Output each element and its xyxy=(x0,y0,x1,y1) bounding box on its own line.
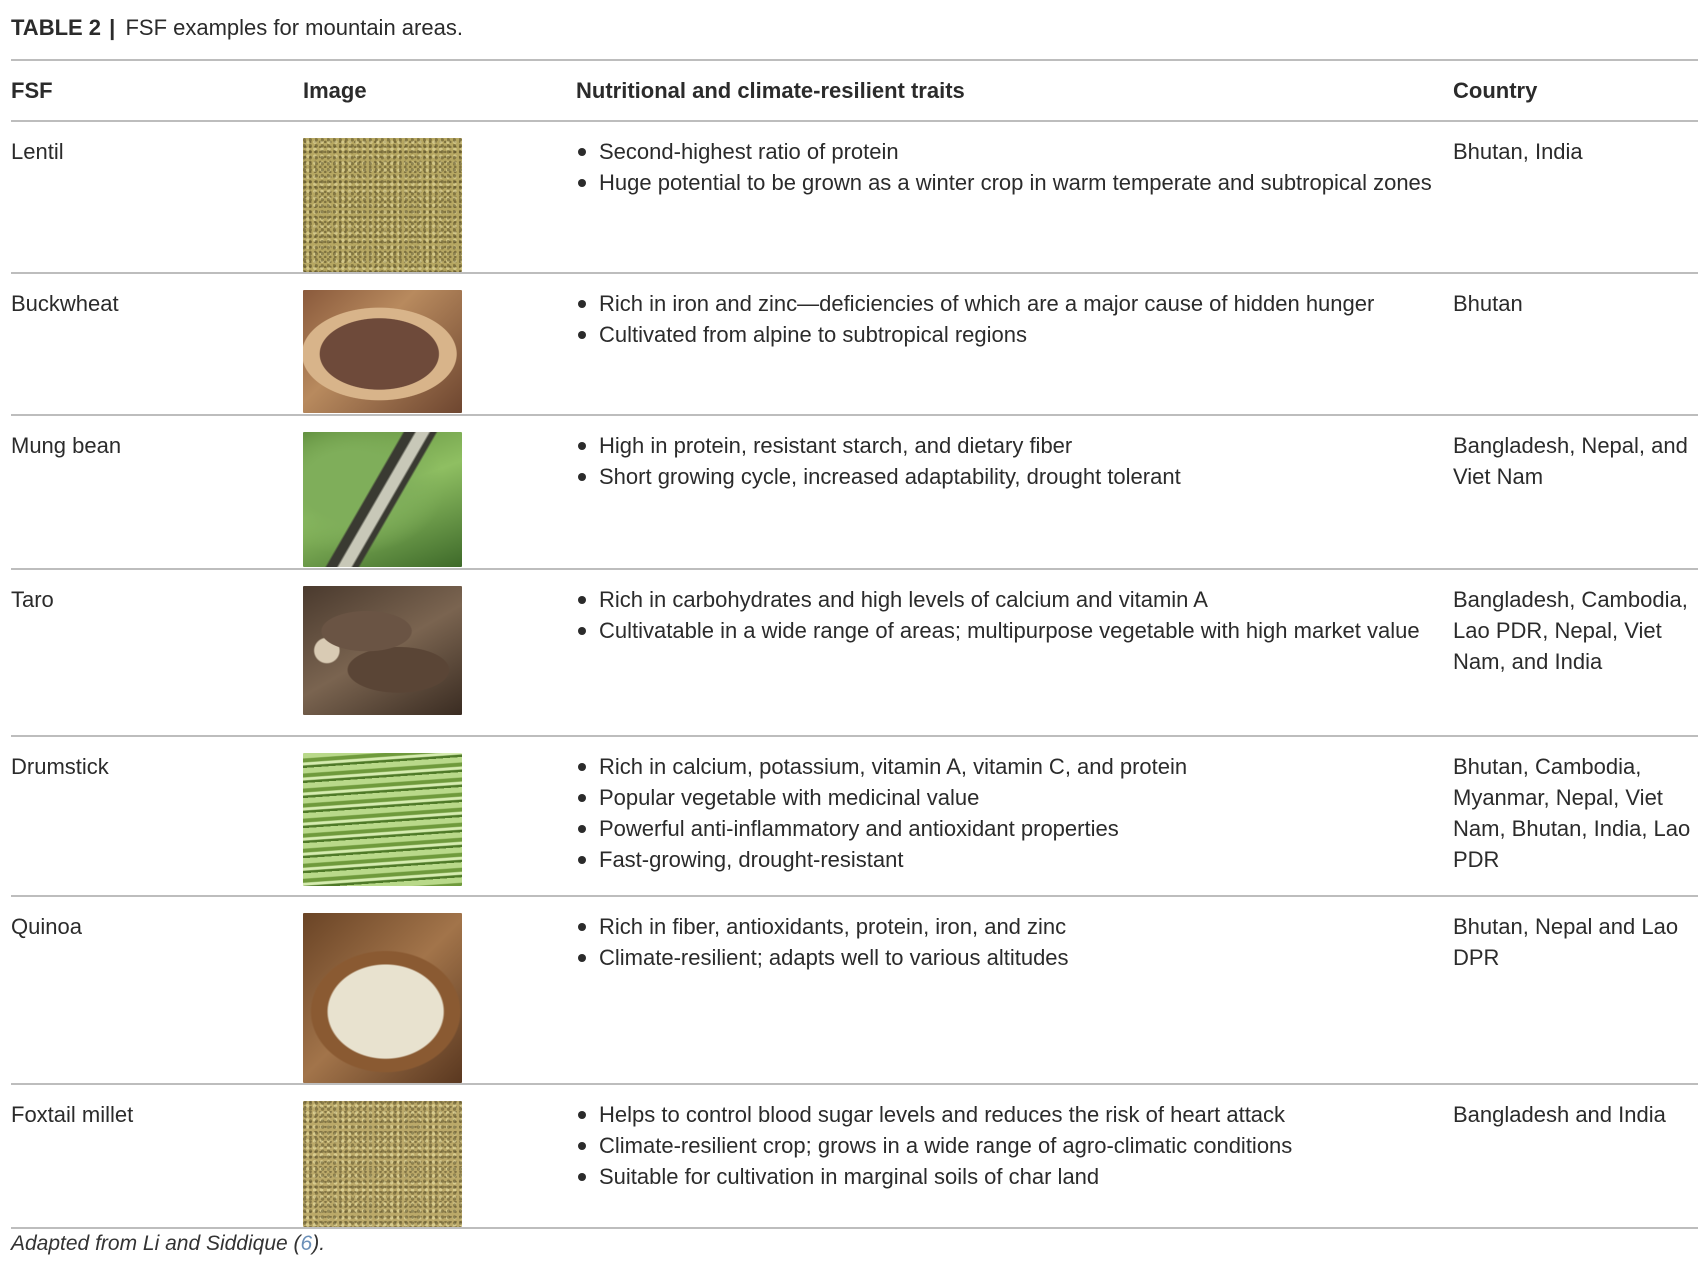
cell-image xyxy=(303,273,576,415)
cell-fsf: Buckwheat xyxy=(11,291,119,316)
list-item: Rich in fiber, antioxidants, protein, iron, and zinc xyxy=(576,911,1453,942)
table-row xyxy=(11,273,1698,415)
taro-image xyxy=(303,586,462,715)
list-item: Huge potential to be grown as a winter crop in warm temperate and subtropical zones xyxy=(576,167,1453,198)
cell-image xyxy=(303,896,576,1084)
list-item: Rich in iron and zinc—deficiencies of which are a major cause of hidden hunger xyxy=(576,288,1453,319)
cell-traits xyxy=(576,121,1453,273)
cell-country: Bhutan, Cambodia, Myanmar, Nepal, Viet Nam, Bhutan, India, Lao PDR xyxy=(1453,754,1691,872)
traits-list xyxy=(576,1099,1453,1192)
cell-fsf: Foxtail millet xyxy=(11,1102,134,1127)
cell-traits xyxy=(576,569,1453,736)
caption-text: FSF examples for mountain areas. xyxy=(125,15,463,40)
list-item: Helps to control blood sugar levels and reduces the risk of heart attack xyxy=(576,1099,1453,1130)
footnote-text: Adapted from Li and Siddique ( xyxy=(11,1232,301,1255)
cell-image xyxy=(303,569,576,736)
list-item: Climate-resilient; adapts well to various altitudes xyxy=(576,942,1453,973)
table-caption xyxy=(11,14,463,42)
list-item: Rich in carbohydrates and high levels of calcium and vitamin A xyxy=(576,584,1453,615)
cell-image xyxy=(303,121,576,273)
cell-country: Bangladesh and India xyxy=(1453,1102,1666,1127)
traits-list xyxy=(576,288,1453,350)
list-item: Second-highest ratio of protein xyxy=(576,136,1453,167)
list-item: Cultivatable in a wide range of areas; multipurpose vegetable with high market value xyxy=(576,615,1453,646)
quinoa-image xyxy=(303,913,462,1083)
table-label: TABLE 2 xyxy=(11,15,102,40)
cell-country: Bhutan xyxy=(1453,291,1523,316)
cell-traits xyxy=(576,1084,1453,1228)
table-row xyxy=(11,121,1698,273)
drumstick-image xyxy=(303,753,462,886)
table-row xyxy=(11,736,1698,896)
cell-country: Bhutan, Nepal and Lao DPR xyxy=(1453,914,1679,970)
header-fsf: FSF xyxy=(11,78,53,103)
list-item: High in protein, resistant starch, and dietary fiber xyxy=(576,430,1453,461)
cell-country: Bangladesh, Nepal, and Viet Nam xyxy=(1453,433,1688,489)
cell-traits xyxy=(576,273,1453,415)
table-footnote xyxy=(11,1232,325,1256)
traits-list xyxy=(576,584,1453,646)
reference-link[interactable]: 6 xyxy=(300,1232,313,1255)
header-image: Image xyxy=(303,78,367,103)
cell-traits xyxy=(576,896,1453,1084)
cell-image xyxy=(303,736,576,896)
list-item: Powerful anti-inflammatory and antioxidant properties xyxy=(576,813,1453,844)
cell-image xyxy=(303,415,576,569)
header-traits: Nutritional and climate-resilient traits xyxy=(576,78,965,103)
header-country: Country xyxy=(1453,78,1538,103)
cell-traits xyxy=(576,736,1453,896)
cell-fsf: Lentil xyxy=(11,139,64,164)
list-item: Popular vegetable with medicinal value xyxy=(576,782,1453,813)
lentil-image xyxy=(303,138,462,272)
footnote-suffix: ). xyxy=(312,1232,326,1255)
list-item: Fast-growing, drought-resistant xyxy=(576,844,1453,875)
cell-traits xyxy=(576,415,1453,569)
list-item: Climate-resilient crop; grows in a wide range of agro-climatic conditions xyxy=(576,1130,1453,1161)
table-row xyxy=(11,415,1698,569)
traits-list xyxy=(576,136,1453,198)
traits-list xyxy=(576,911,1453,973)
fsf-table xyxy=(11,59,1698,1229)
cell-image xyxy=(303,1084,576,1228)
list-item: Rich in calcium, potassium, vitamin A, vitamin C, and protein xyxy=(576,751,1453,782)
traits-list xyxy=(576,430,1453,492)
table-row xyxy=(11,896,1698,1084)
cell-fsf: Taro xyxy=(11,587,54,612)
mung-bean-image xyxy=(303,432,462,567)
traits-list xyxy=(576,751,1453,875)
list-item: Cultivated from alpine to subtropical regions xyxy=(576,319,1453,350)
buckwheat-image xyxy=(303,290,462,413)
list-item: Short growing cycle, increased adaptability, drought tolerant xyxy=(576,461,1453,492)
list-item: Suitable for cultivation in marginal soils of char land xyxy=(576,1161,1453,1192)
table-header-row xyxy=(11,60,1698,121)
cell-fsf: Quinoa xyxy=(11,914,82,939)
cell-country: Bhutan, India xyxy=(1453,139,1583,164)
cell-fsf: Mung bean xyxy=(11,433,122,458)
foxtail-millet-image xyxy=(303,1101,462,1227)
cell-fsf: Drumstick xyxy=(11,754,109,779)
cell-country: Bangladesh, Cambodia, Lao PDR, Nepal, Viet Nam, and India xyxy=(1453,587,1688,674)
table-row xyxy=(11,1084,1698,1228)
table-row xyxy=(11,569,1698,736)
caption-separator: | xyxy=(109,15,116,40)
